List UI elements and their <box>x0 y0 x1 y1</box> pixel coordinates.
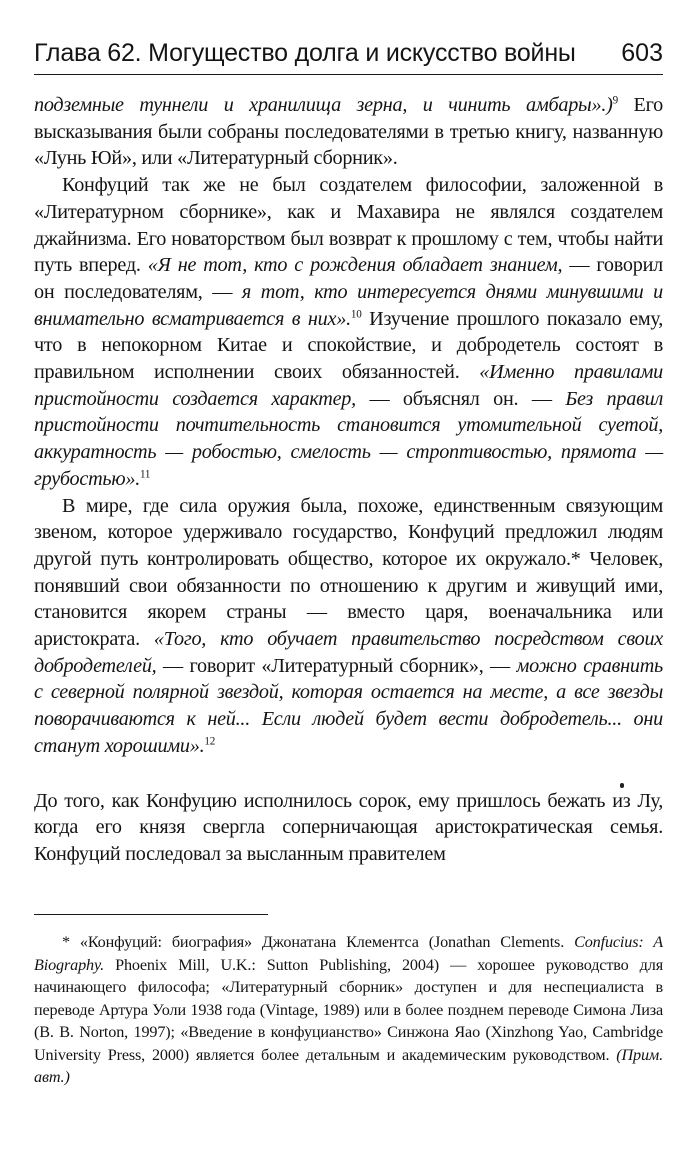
main-text <box>34 92 663 868</box>
italic-quote: «Именно правилами пристойности создается характер, <box>34 361 663 410</box>
italic-quote: Без правил пристойности почтительность становится утомительной суетой, аккуратность — робостью, смелость — строптивостью, прямота — грубостью». <box>34 387 663 490</box>
stray-ink-dot <box>620 783 624 788</box>
paragraph-2 <box>34 172 663 492</box>
italic-quote: (Прим. авт.) <box>34 1045 663 1086</box>
footnote-text <box>34 931 663 1089</box>
note-reference: 10 <box>350 307 362 320</box>
chapter-title: Глава 62. Могущество долга и искусство войны <box>34 39 576 67</box>
text-run: — говорил он последователям, — <box>34 254 663 303</box>
text-run: До того, как Конфуцию исполнилось сорок, ему пришлось бежать из Лу, когда его князя свергла соперничающая аристократическая семья. Конфуций последовал за высланным правителем <box>34 789 663 865</box>
paragraph-4 <box>34 788 663 868</box>
note-reference: 11 <box>140 468 151 481</box>
text-run: Изучение прошлого показало ему, что в непокорном Китае и спокойствие, и добродетель состоят в правильном исполнении своих обязанностей. <box>34 307 663 384</box>
note-reference: 9 <box>612 94 618 107</box>
italic-quote: Confucius: A Biography. <box>34 933 663 974</box>
italic-quote: можно сравнить с северной полярной звездой, которая остается на месте, а все звезды поворачиваются к ней... Если людей будет вести добродетель... они станут хорошими». <box>34 654 663 757</box>
italic-quote: я тот, кто интересуется днями минувшими и внимательно всматривается в них». <box>34 280 663 330</box>
text-run: В мире, где сила оружия была, похоже, единственным связующим звеном, которое удерживало государство, Конфуций предложил людям другой путь контролировать общество, которое их окружало.* Человек, понявший свои обязанности по отношению к другим и живущий ими, становится якорем страны — вместо царя, военачальника или аристократа. <box>34 494 663 651</box>
text-run: * «Конфуций: биография» Джонатана Клементса (Jonathan Clements. <box>62 933 575 951</box>
paragraph-3 <box>34 493 663 760</box>
running-header <box>34 30 663 75</box>
footnote <box>34 931 663 1089</box>
text-run: Конфуций так же не был создателем философии, заложенной в «Литературном сборнике», как и Махавира не являлся создателем джайнизма. Его новаторством был возврат к прошлому с тем, чтобы найти путь вперед. <box>34 174 663 277</box>
italic-quote: «Того, кто обучает правительство посредством своих добродетелей, <box>34 628 663 677</box>
text-run: — объяснял он. — <box>355 387 566 410</box>
italic-quote: подземные туннели и хранилища зерна, и чинить амбары».) <box>34 94 613 116</box>
page-number: 603 <box>621 39 663 67</box>
footnote-separator <box>34 914 268 915</box>
note-reference: 12 <box>204 735 216 748</box>
text-run: Его высказывания были собраны последователями в третью книгу, названную «Лунь Юй», или «Литературный сборник». <box>34 94 663 170</box>
text-run: Phoenix Mill, U.K.: Sutton Publishing, 2004) — хорошее руководство для начинающего философа; «Литературный сборник» доступен и для неспециалиста в переводе Артура Уоли 1938 года (Vintage, 1989) или в более позднем переводе Симона Лиза (B. B. Norton, 1997); «Введение в конфуцианство» Синжона Яао (Xinzhong Yao, Cambridge University Press, 2000) является более детальным и академическим руководством. <box>34 955 663 1064</box>
italic-quote: «Я не тот, кто с рождения обладает знанием, <box>147 254 563 277</box>
paragraph-1 <box>34 92 663 172</box>
text-run: — говорит «Литературный сборник», — <box>156 654 517 677</box>
